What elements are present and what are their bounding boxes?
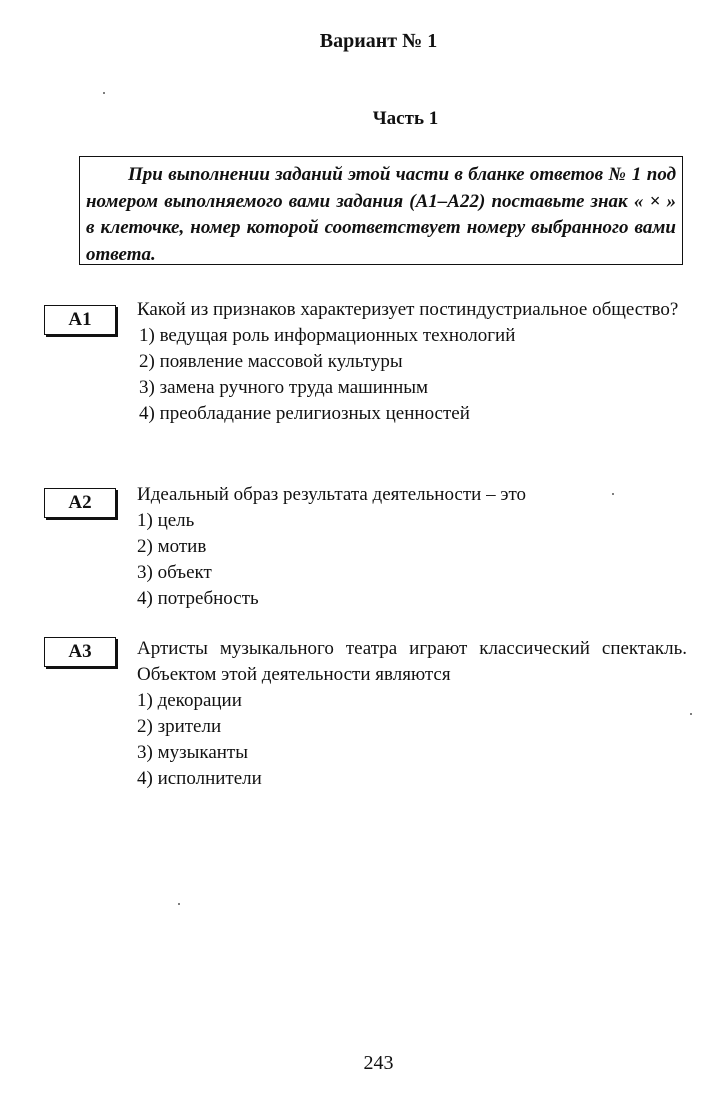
task-label-a3: А3 — [44, 637, 116, 667]
task-a2-question: Идеальный образ результата деятельности – это — [137, 484, 527, 505]
task-a2 — [137, 482, 687, 612]
answer-option: 3) объект — [137, 562, 212, 583]
answer-option: 1) ведущая роль информационных технологий — [139, 325, 516, 346]
task-a3-options — [137, 688, 687, 792]
answer-option: 4) преобладание религиозных ценностей — [139, 403, 470, 424]
scan-speck — [612, 493, 614, 495]
scan-speck — [690, 713, 692, 715]
answer-option: 2) появление массовой культуры — [139, 351, 403, 372]
answer-option: 2) зрители — [137, 716, 222, 737]
task-a3 — [137, 636, 687, 792]
answer-option: 1) декорации — [137, 690, 242, 711]
answer-option: 4) потребность — [137, 588, 259, 609]
task-a1-options — [137, 323, 687, 427]
scan-speck — [103, 92, 105, 94]
answer-option: 3) замена ручного труда машинным — [139, 377, 429, 398]
task-a3-question: Артисты музыкального театра играют классический спектакль. Объектом этой деятельности являются — [137, 638, 687, 685]
task-a1 — [137, 297, 687, 427]
answer-option: 4) исполнители — [137, 768, 262, 789]
answer-option: 1) цель — [137, 510, 195, 531]
task-a2-options — [137, 508, 687, 612]
answer-option: 3) музыканты — [137, 742, 248, 763]
scan-speck — [178, 903, 180, 905]
page-number: 243 — [363, 1052, 394, 1074]
part-title: Часть 1 — [372, 108, 439, 129]
task-label-a2: А2 — [44, 488, 116, 518]
instructions-box: При выполнении заданий этой части в бланке ответов № 1 под номером выполняемого вами задания (А1–А22) поставьте знак « × » в клеточке, номер которой соответствует номеру выбранного вами ответа. — [79, 156, 683, 265]
variant-title: Вариант № 1 — [319, 30, 438, 52]
task-label-a1: А1 — [44, 305, 116, 335]
answer-option: 2) мотив — [137, 536, 207, 557]
task-a1-question: Какой из признаков характеризует постиндустриальное общество? — [137, 299, 679, 320]
